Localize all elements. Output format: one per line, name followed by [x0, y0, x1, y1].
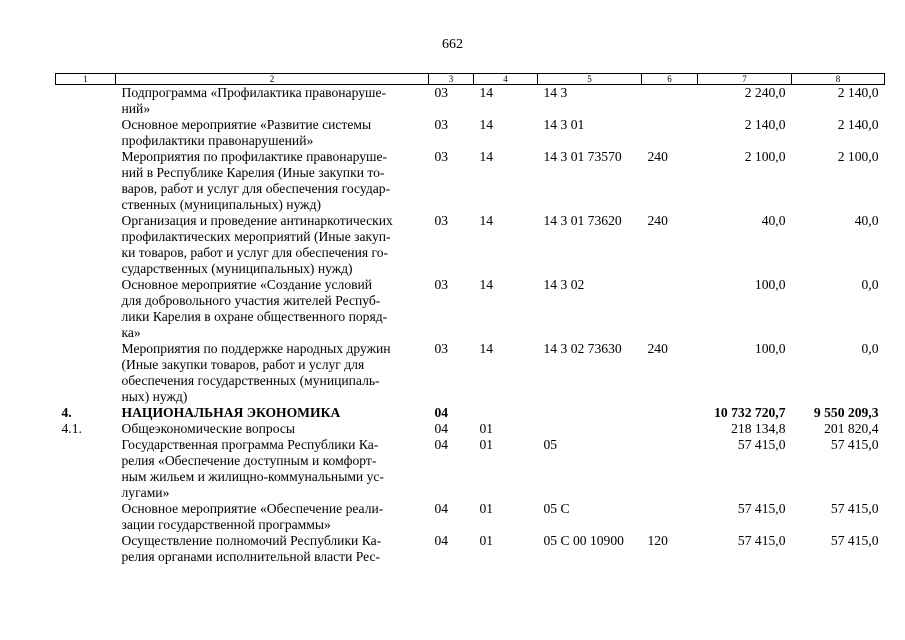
section-code-cell: 03 [434, 213, 449, 228]
target-article-cell: 14 3 [543, 85, 568, 100]
subsection-code-cell: 14 [479, 117, 494, 132]
table-row [56, 533, 885, 565]
subsection-code-cell: 14 [479, 277, 494, 292]
row-name-cell: Основное мероприятие «Развитие системы профилактики правонарушений» [121, 117, 372, 148]
amount-year2-cell: 2 140,0 [837, 117, 879, 132]
table-row [56, 117, 885, 149]
target-article-cell: 14 3 01 [543, 117, 585, 132]
subsection-code-cell: 14 [479, 149, 494, 164]
target-article-cell: 14 3 01 73570 [543, 149, 622, 164]
column-header: 4 [474, 74, 538, 85]
target-article-cell: 05 С 00 10900 [543, 533, 624, 548]
expense-type-cell [642, 437, 698, 501]
table-row [56, 277, 885, 341]
column-header: 3 [429, 74, 474, 85]
section-code-cell: 03 [434, 85, 449, 100]
amount-year1-cell: 10 732 720,7 [714, 405, 786, 420]
subsection-code-cell: 01 [479, 421, 494, 436]
amount-year2-cell: 9 550 209,3 [813, 405, 879, 420]
expense-type-cell [642, 501, 698, 533]
row-name-cell: Мероприятия по поддержке народных дружин (Иные закупки товаров, работ и услуг для обеспечения государственных (муниципаль- ных) нужд) [121, 341, 391, 404]
expense-type-cell [642, 117, 698, 149]
table-row [56, 421, 885, 437]
table-row [56, 149, 885, 213]
subsection-code-cell [474, 405, 538, 421]
amount-year1-cell: 100,0 [754, 277, 786, 292]
amount-year2-cell: 0,0 [861, 341, 879, 356]
section-code-cell: 03 [434, 341, 449, 356]
row-number-cell [56, 149, 116, 213]
column-header: 8 [792, 74, 885, 85]
row-number-cell: 4. [61, 405, 72, 420]
column-header: 5 [538, 74, 642, 85]
row-number-cell: 4.1. [61, 421, 82, 436]
row-name-cell: Государственная программа Республики Ка- релия «Обеспечение доступным и комфорт- ным жильем и жилищно-коммунальными ус- лугами» [121, 437, 384, 500]
amount-year1-cell: 2 140,0 [744, 117, 786, 132]
amount-year2-cell: 2 140,0 [837, 85, 879, 100]
expense-type-cell [642, 85, 698, 118]
expense-type-cell: 240 [647, 149, 668, 164]
section-code-cell: 04 [434, 421, 449, 436]
page-number: 662 [442, 37, 463, 52]
target-article-cell [538, 405, 642, 421]
section-code-cell: 04 [434, 501, 449, 516]
subsection-code-cell: 14 [479, 85, 494, 100]
amount-year2-cell: 57 415,0 [830, 437, 879, 452]
section-code-cell: 04 [434, 533, 449, 548]
amount-year1-cell: 2 100,0 [744, 149, 786, 164]
table-row [56, 85, 885, 118]
row-number-cell [56, 501, 116, 533]
subsection-code-cell: 01 [479, 437, 494, 452]
subsection-code-cell: 14 [479, 213, 494, 228]
expense-type-cell: 120 [647, 533, 668, 548]
row-name-cell: Основное мероприятие «Обеспечение реали- зации государственной программы» [121, 501, 384, 532]
amount-year1-cell: 57 415,0 [737, 533, 786, 548]
row-number-cell [56, 117, 116, 149]
subsection-code-cell: 01 [479, 533, 494, 548]
row-name-cell: Общеэкономические вопросы [121, 421, 296, 436]
amount-year1-cell: 218 134,8 [731, 421, 786, 436]
section-code-cell: 04 [434, 405, 449, 420]
column-header: 1 [56, 74, 116, 85]
amount-year1-cell: 100,0 [754, 341, 786, 356]
row-name-cell: НАЦИОНАЛЬНАЯ ЭКОНОМИКА [121, 405, 341, 420]
row-number-cell [56, 85, 116, 118]
target-article-cell [538, 421, 642, 437]
section-code-cell: 03 [434, 277, 449, 292]
amount-year1-cell: 57 415,0 [737, 501, 786, 516]
amount-year2-cell: 57 415,0 [830, 533, 879, 548]
target-article-cell: 05 С [543, 501, 570, 516]
expense-type-cell: 240 [647, 341, 668, 356]
target-article-cell: 14 3 01 73620 [543, 213, 622, 228]
amount-year2-cell: 57 415,0 [830, 501, 879, 516]
row-name-cell: Основное мероприятие «Создание условий для добровольного участия жителей Респуб- лики Карелия в охране общественного поряд- ка» [121, 277, 388, 340]
column-header: 6 [642, 74, 698, 85]
amount-year2-cell: 0,0 [861, 277, 879, 292]
row-name-cell: Организация и проведение антинаркотических профилактических мероприятий (Иные закуп- ки товаров, работ и услуг для обеспечения го- сударственных (муниципальных) нужд) [121, 213, 393, 276]
amount-year2-cell: 201 820,4 [824, 421, 879, 436]
column-header: 2 [116, 74, 429, 85]
budget-table [55, 73, 885, 565]
row-number-cell [56, 277, 116, 341]
section-code-cell: 03 [434, 149, 449, 164]
amount-year2-cell: 2 100,0 [837, 149, 879, 164]
row-number-cell [56, 437, 116, 501]
column-header: 7 [698, 74, 792, 85]
amount-year2-cell: 40,0 [854, 213, 879, 228]
row-name-cell: Подпрограмма «Профилактика правонаруше- ний» [121, 85, 387, 116]
row-name-cell: Мероприятия по профилактике правонаруше- ний в Республике Карелия (Иные закупки то- варов, работ и услуг для обеспечения государ- ственных (муниципальных) нужд) [121, 149, 391, 212]
expense-type-cell [642, 405, 698, 421]
table-row [56, 501, 885, 533]
amount-year1-cell: 57 415,0 [737, 437, 786, 452]
row-number-cell [56, 341, 116, 405]
subsection-code-cell: 01 [479, 501, 494, 516]
table-row [56, 437, 885, 501]
expense-type-cell [642, 421, 698, 437]
section-code-cell: 03 [434, 117, 449, 132]
expense-type-cell [642, 277, 698, 341]
table-row [56, 405, 885, 421]
table-row [56, 341, 885, 405]
row-number-cell [56, 213, 116, 277]
target-article-cell: 14 3 02 73630 [543, 341, 622, 356]
row-number-cell [56, 533, 116, 565]
amount-year1-cell: 40,0 [761, 213, 786, 228]
expense-type-cell: 240 [647, 213, 668, 228]
column-number-header-row [56, 74, 885, 85]
table-row [56, 213, 885, 277]
table-body [56, 85, 885, 566]
row-name-cell: Осуществление полномочий Республики Ка- релия органами исполнительной власти Рес- [121, 533, 382, 564]
section-code-cell: 04 [434, 437, 449, 452]
target-article-cell: 14 3 02 [543, 277, 585, 292]
amount-year1-cell: 2 240,0 [744, 85, 786, 100]
subsection-code-cell: 14 [479, 341, 494, 356]
target-article-cell: 05 [543, 437, 558, 452]
